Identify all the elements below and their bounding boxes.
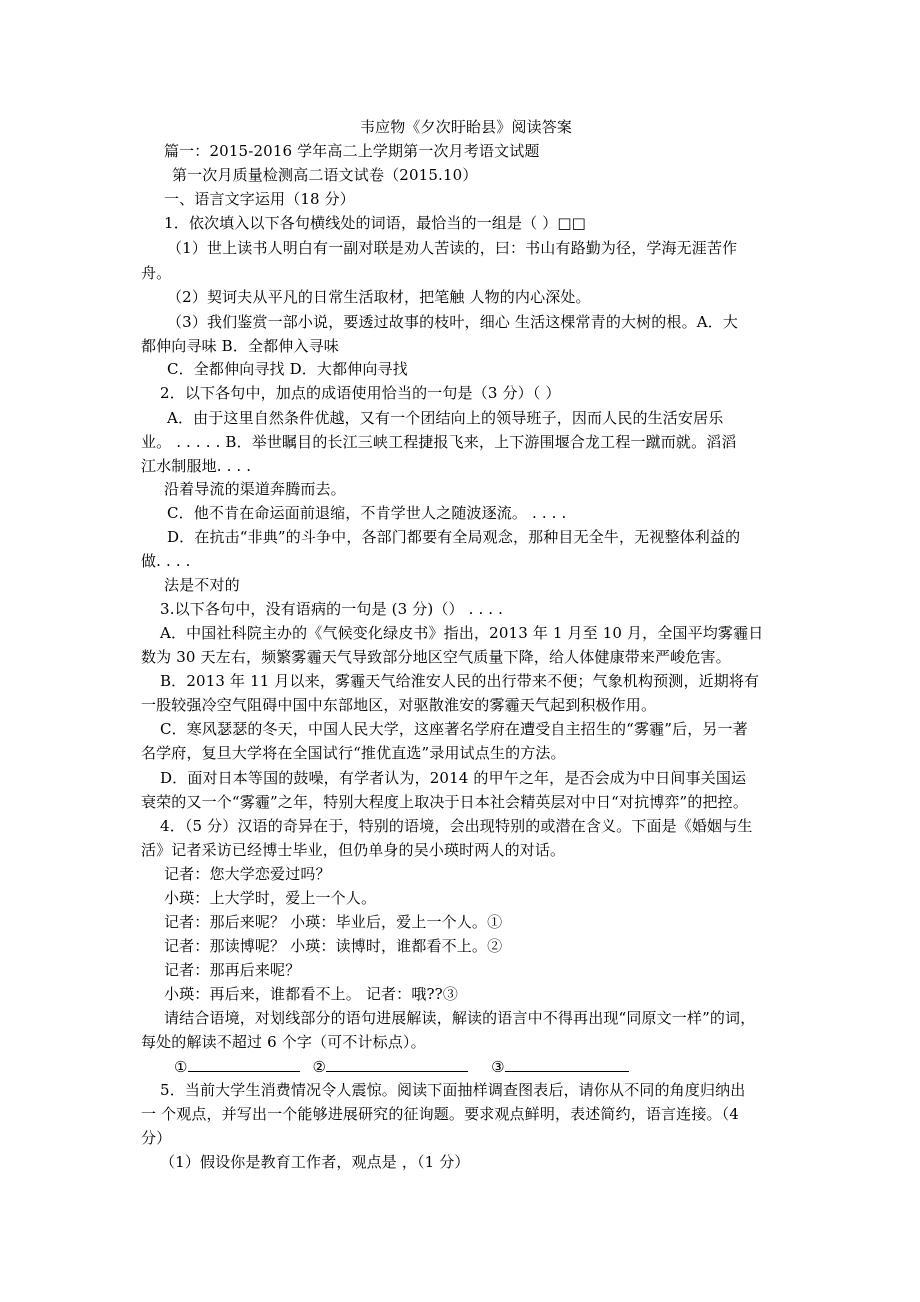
blank-label-2: ② bbox=[312, 1058, 327, 1076]
answer-blanks-row bbox=[174, 1054, 791, 1080]
text-line: 篇一：2015-2016 学年高二上学期第一次月考语文试题 bbox=[164, 142, 540, 160]
question-3: 3.以下各句中，没有语病的一句是 (3 分)（） . . . . bbox=[160, 600, 504, 618]
text-line: 活》记者采访已经博士毕业，但仍单身的吴小瑛时两人的对话。 bbox=[141, 841, 566, 859]
text-line: 分） bbox=[141, 1129, 172, 1147]
dialogue-line: 小瑛：上大学时，爱上一个人。 bbox=[164, 889, 377, 907]
dialogue-line: 记者：那读博呢？ 小瑛：读博时，谁都看不上。② bbox=[164, 937, 503, 955]
document-page bbox=[141, 0, 791, 1302]
text-line: A．中国社科院主办的《气候变化绿皮书》指出，2013 年 1 月至 10 月，全国平均雾霾日 bbox=[160, 624, 764, 642]
text-line: 都伸向寻味 B．全都伸入寻味 bbox=[141, 337, 339, 355]
text-line: C．寒风瑟瑟的冬天，中国人民大学，这座著名学府在遭受自主招生的“雾霾”后，另一著 bbox=[160, 720, 748, 738]
dialogue-line: 记者：那后来呢？ 小瑛：毕业后，爱上一个人。① bbox=[164, 913, 503, 931]
text-line: 衰荣的又一个“雾霾”之年，特别大程度上取决于日本社会精英层对中日“对抗博弈”的把控。 bbox=[141, 793, 748, 811]
text-line: C．全都伸向寻找 D．大都伸向寻找 bbox=[167, 360, 408, 378]
text-line: 第一次月质量检测高二语文试卷（2015.10） bbox=[172, 166, 478, 184]
text-line: （1）世上读书人明白有一副对联是劝人苦读的，曰：书山有路勤为径，学海无涯苦作 bbox=[167, 239, 738, 257]
text-line: 请结合语境，对划线部分的语句进展解读，解读的语言中不得再出现“同原文一样”的词， bbox=[164, 1009, 756, 1027]
dialogue-line: 记者：您大学恋爱过吗？ bbox=[164, 865, 331, 883]
answer-blank-3[interactable] bbox=[505, 1054, 629, 1072]
text-line: B．2013 年 11 月以来，雾霾天气给淮安人民的出行带来不便；气象机构预测，近期将有 bbox=[160, 672, 760, 690]
text-line: 业。 . . . . . B．举世瞩目的长江三峡工程捷报飞来，上下游围堰合龙工程一蹴而就。滔滔 bbox=[141, 433, 737, 451]
blank-label-3: ③ bbox=[491, 1058, 505, 1076]
text-line: 法是不对的 bbox=[164, 576, 240, 594]
blank-label-1: ① bbox=[174, 1058, 188, 1076]
dialogue-line: 记者：那再后来呢？ bbox=[164, 961, 301, 979]
text-line: 沿着导流的渠道奔腾而去。 bbox=[164, 480, 346, 498]
text-line: 一股较强冷空气阻碍中国中东部地区，对驱散淮安的雾霾天气起到积极作用。 bbox=[141, 696, 657, 714]
question-4: 4．（5 分）汉语的奇异在于，特别的语境，会出现特别的或潜在含义。下面是《婚姻与生 bbox=[160, 817, 753, 835]
text-line: （3）我们鉴赏一部小说，要透过故事的枝叶，细心 生活这棵常青的大树的根。A．大 bbox=[167, 313, 738, 331]
text-line: 舟。 bbox=[141, 264, 172, 282]
text-line: 数为 30 天左右，频繁雾霾天气导致部分地区空气质量下降，给人体健康带来严峻危害。 bbox=[141, 648, 731, 666]
text-line: （1）假设你是教育工作者，观点是 ，（1 分） bbox=[160, 1153, 470, 1171]
text-line: 每处的解读不超过 6 个字（可不计标点）。 bbox=[141, 1033, 426, 1051]
dialogue-line: 小瑛：再后来，谁都看不上。 记者：哦??③ bbox=[164, 985, 459, 1003]
section-heading: 一、语言文字运用（18 分） bbox=[164, 190, 355, 208]
question-2: 2．以下各句中，加点的成语使用恰当的一句是（3 分）（ ） bbox=[160, 384, 561, 402]
text-line: 做. . . . bbox=[141, 552, 191, 570]
text-line: D．面对日本等国的鼓噪，有学者认为，2014 的甲午之年，是否会成为中日间事关国运 bbox=[160, 769, 747, 787]
text-line: C．他不肯在命运面前退缩，不肯学世人之随波逐流。 . . . . bbox=[167, 504, 567, 522]
document-title: 韦应物《夕次盱眙县》阅读答案 bbox=[359, 118, 573, 136]
answer-blank-2[interactable] bbox=[326, 1054, 468, 1072]
question-5: 5．当前大学生消费情况令人震惊。阅读下面抽样调查图表后，请你从不同的角度归纳出 bbox=[160, 1081, 746, 1099]
question-1: 1．依次填入以下各句横线处的词语，最恰当的一组是（ ）□□ bbox=[164, 214, 587, 232]
text-line: 名学府，复旦大学将在全国试行“推优直选”录用试点生的方法。 bbox=[141, 744, 566, 762]
text-line: 江水制服地. . . . bbox=[141, 457, 252, 475]
text-line: D．在抗击“非典”的斗争中，各部门都要有全局观念，那种目无全牛，无视整体利益的 bbox=[167, 528, 741, 546]
answer-blank-1[interactable] bbox=[188, 1054, 300, 1072]
text-line: （2）契诃夫从平凡的日常生活取材，把笔触 人物的内心深处。 bbox=[167, 288, 591, 306]
text-line: A．由于这里自然条件优越，又有一个团结向上的领导班子，因而人民的生活安居乐 bbox=[167, 409, 724, 427]
text-line: 一 个观点，并写出一个能够进展研究的征询题。要求观点鲜明，表述简约，语言连接。（4 bbox=[141, 1105, 739, 1123]
